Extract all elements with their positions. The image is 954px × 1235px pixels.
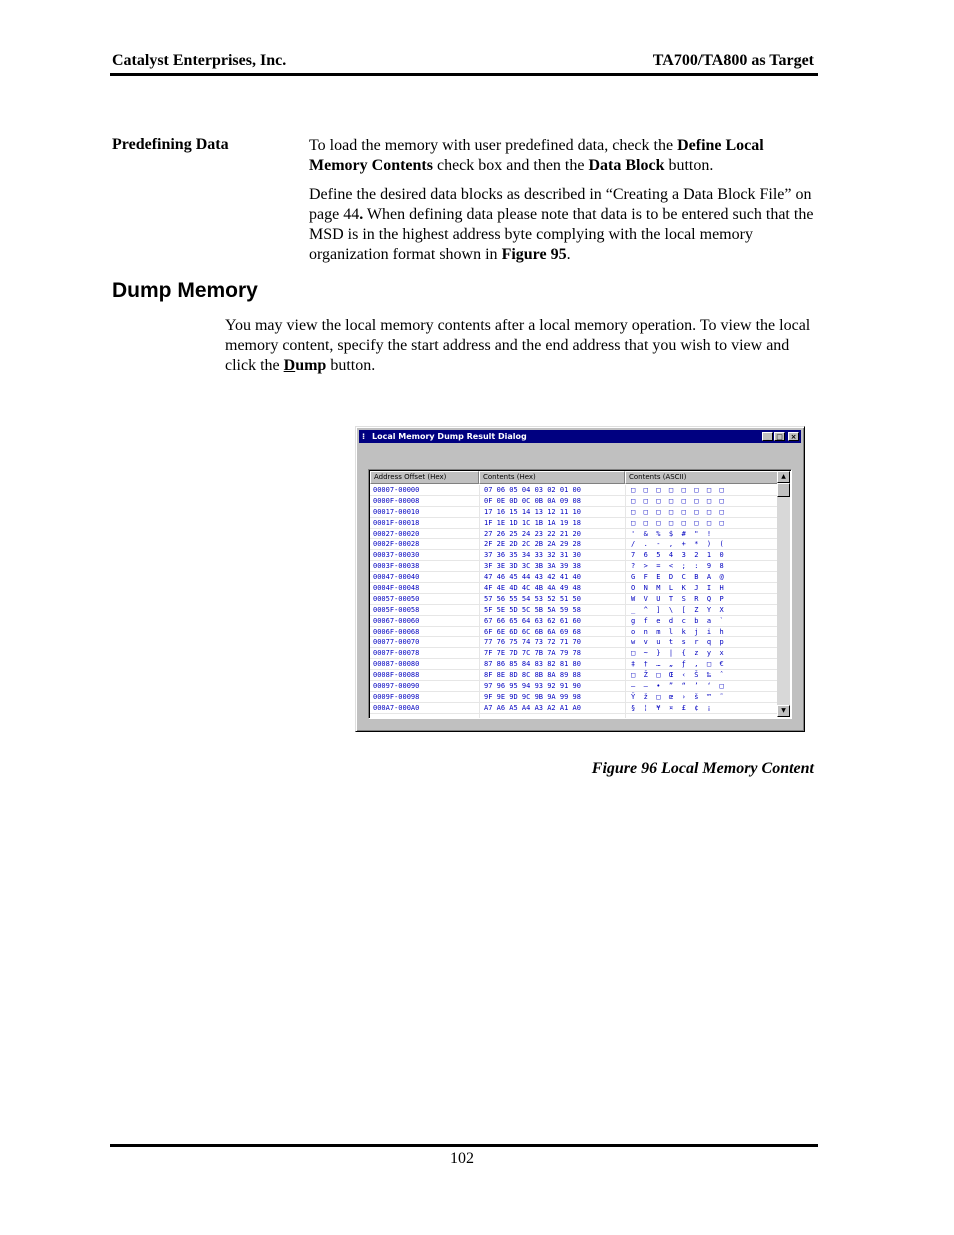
column-header-ascii[interactable]: Contents (ASCII) [625, 471, 779, 484]
header-company: Catalyst Enterprises, Inc. [112, 52, 287, 69]
hex-cell: 07 06 05 04 03 02 01 00 [484, 486, 581, 494]
address-cell: 00047-00040 [373, 573, 420, 582]
hex-cell: 87 86 85 84 83 82 81 80 [484, 660, 581, 669]
hex-cell: A7 A6 A5 A4 A3 A2 A1 A0 [484, 703, 581, 712]
dialog-titlebar[interactable] [359, 430, 801, 443]
address-cell: 0002F-00028 [373, 540, 420, 549]
close-button[interactable]: × [788, 432, 799, 441]
section-title-dump-memory: Dump Memory [112, 279, 258, 302]
address-cell: 0007F-00078 [373, 649, 420, 658]
ascii-cell: g f e d c b a ` [631, 616, 724, 625]
address-cell: 0001F-00018 [373, 518, 420, 527]
address-cell: 0006F-00068 [373, 627, 420, 636]
table-row[interactable] [370, 572, 778, 583]
table-row[interactable] [370, 627, 778, 638]
table-row[interactable] [370, 583, 778, 594]
address-cell: 00077-00070 [373, 638, 420, 647]
hex-cell: 5F 5E 5D 5C 5B 5A 59 58 [484, 605, 581, 614]
address-cell: 00027-00020 [373, 529, 420, 538]
local-memory-dump-dialog [355, 426, 805, 732]
ascii-cell: □ □ □ □ □ □ □ □ [631, 496, 724, 505]
hex-cell: 57 56 55 54 53 52 51 50 [484, 594, 581, 603]
scroll-down-button[interactable]: ▼ [777, 705, 790, 717]
header-rule [110, 73, 818, 76]
address-cell: 0005F-00058 [373, 605, 420, 614]
hex-cell: 37 36 35 34 33 32 31 30 [484, 551, 581, 560]
ascii-cell: □ □ □ □ □ □ □ □ [631, 486, 724, 494]
address-cell: 00007-00000 [373, 486, 420, 494]
scroll-up-button[interactable]: ▲ [777, 471, 790, 483]
ascii-cell: □ □ □ □ □ □ □ □ [631, 518, 724, 527]
address-cell: 00097-00090 [373, 682, 420, 691]
hex-cell: 1F 1E 1D 1C 1B 1A 19 18 [484, 518, 581, 527]
table-row[interactable] [370, 550, 778, 561]
address-cell: 0000F-00008 [373, 496, 420, 505]
hex-cell: 2F 2E 2D 2C 2B 2A 29 28 [484, 540, 581, 549]
hex-cell: 97 96 95 94 93 92 91 90 [484, 682, 581, 691]
ascii-cell: 7 6 5 4 3 2 1 0 [631, 551, 724, 560]
hex-cell: 6F 6E 6D 6C 6B 6A 69 68 [484, 627, 581, 636]
hex-cell: 27 26 25 24 23 22 21 20 [484, 529, 581, 538]
table-row[interactable] [370, 518, 778, 529]
ascii-cell: □ Ž □ Œ ‹ Š ‰ ˆ [631, 671, 724, 680]
ascii-cell: ' & % $ # " ! [631, 529, 724, 538]
table-row[interactable] [370, 485, 778, 496]
table-row[interactable] [370, 507, 778, 518]
hex-cell: 4F 4E 4D 4C 4B 4A 49 48 [484, 584, 581, 593]
footer-rule [110, 1144, 818, 1147]
minimize-button[interactable]: _ [762, 432, 773, 441]
address-cell: 00017-00010 [373, 507, 420, 516]
ascii-cell: ‡ † … „ ƒ ‚ □ € [631, 660, 724, 669]
address-cell: 000A7-000A0 [373, 703, 420, 712]
dump-rows [370, 485, 778, 714]
address-cell: 0009F-00098 [373, 692, 420, 701]
ascii-cell: w v u t s r q p [631, 638, 724, 647]
app-icon: ⁝ [362, 432, 366, 441]
scroll-thumb[interactable] [777, 483, 790, 497]
address-cell: 00057-00050 [373, 594, 420, 603]
figure-caption: Figure 96 Local Memory Content [591, 760, 814, 777]
hex-cell: 67 66 65 64 63 62 61 60 [484, 616, 581, 625]
table-row[interactable] [370, 539, 778, 550]
column-header-hex[interactable]: Contents (Hex) [479, 471, 625, 484]
table-row[interactable] [370, 681, 778, 692]
ascii-cell: — – • ” “ ’ ‘ □ [631, 682, 724, 691]
address-cell: 00087-00080 [373, 660, 420, 669]
hex-cell: 17 16 15 14 13 12 11 10 [484, 507, 581, 516]
ascii-cell: O N M L K J I H [631, 584, 724, 593]
column-header-address[interactable]: Address Offset (Hex) [370, 471, 479, 484]
table-row[interactable] [370, 692, 778, 703]
dump-paragraph: You may view the local memory contents after a local memory operation. To view the local memory content, specify the start address and the end address that you wish to view and click the Dump button. [225, 317, 811, 374]
ascii-cell: o n m l k j i h [631, 627, 724, 636]
table-row[interactable] [370, 496, 778, 507]
hex-cell: 7F 7E 7D 7C 7B 7A 79 78 [484, 649, 581, 658]
hex-cell: 0F 0E 0D 0C 0B 0A 09 08 [484, 496, 581, 505]
hex-cell: 3F 3E 3D 3C 3B 3A 39 38 [484, 562, 581, 571]
ascii-cell: / . - , + * ) ( [631, 540, 724, 549]
header-product: TA700/TA800 as Target [652, 52, 814, 69]
dialog-title: Local Memory Dump Result Dialog [372, 432, 527, 441]
hex-cell: 77 76 75 74 73 72 71 70 [484, 638, 581, 647]
address-cell: 0008F-00088 [373, 671, 420, 680]
address-cell: 00037-00030 [373, 551, 420, 560]
table-row[interactable] [370, 605, 778, 616]
page-number: 102 [450, 1150, 474, 1167]
predefining-paragraph-1: To load the memory with user predefined data, check the Define Local Memory Contents check box and then the Data Block button. [309, 137, 764, 174]
table-row[interactable] [370, 670, 778, 681]
table-row[interactable] [370, 637, 778, 648]
ascii-cell: G F E D C B A @ [631, 573, 724, 582]
table-row[interactable] [370, 659, 778, 670]
maximize-button[interactable]: □ [774, 432, 785, 441]
predefining-label: Predefining Data [112, 136, 229, 153]
hex-cell: 9F 9E 9D 9C 9B 9A 99 98 [484, 692, 581, 701]
address-cell: 00067-00060 [373, 616, 420, 625]
ascii-cell: □ ~ } | { z y x [631, 649, 724, 658]
hex-cell: 47 46 45 44 43 42 41 40 [484, 573, 581, 582]
ascii-cell: W V U T S R Q P [631, 594, 724, 603]
address-cell: 0003F-00038 [373, 562, 420, 571]
table-row[interactable] [370, 703, 778, 714]
address-cell: 0004F-00048 [373, 584, 420, 593]
ascii-cell: Ÿ ž □ œ › š ™ ˜ [631, 692, 724, 701]
table-row[interactable] [370, 594, 778, 605]
table-row[interactable] [370, 561, 778, 572]
table-row[interactable] [370, 529, 778, 540]
table-row[interactable] [370, 616, 778, 627]
hex-cell: 8F 8E 8D 8C 8B 8A 89 88 [484, 671, 581, 680]
memory-dump-list[interactable] [368, 469, 792, 719]
ascii-cell: § ¦ ¥ ¤ £ ¢ ¡ [631, 703, 724, 712]
predefining-paragraph-2: Define the desired data blocks as described in “Creating a Data Block File” on page 44. When defining data please note that data is to be entered such that the MSD is in the highest address byte complying with the local memory organization format shown in Figure 95. [309, 186, 814, 263]
table-row[interactable] [370, 648, 778, 659]
ascii-cell: □ □ □ □ □ □ □ □ [631, 507, 724, 516]
ascii-cell: _ ^ ] \ [ Z Y X [631, 605, 724, 614]
vertical-scrollbar[interactable] [777, 471, 790, 717]
ascii-cell: ? > = < ; : 9 8 [631, 562, 724, 571]
